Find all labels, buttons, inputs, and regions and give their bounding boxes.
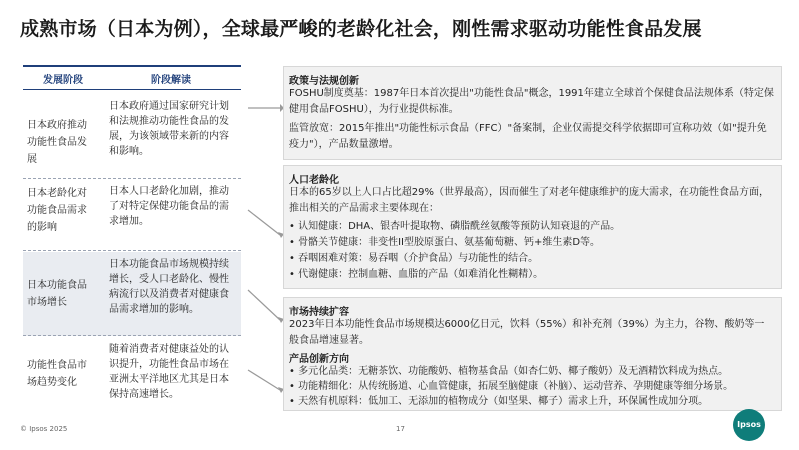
- header-desc: 阶段解读: [151, 75, 191, 86]
- policy-ffc-text: 监管放宽：2015年推出"功能性标示食品（FFC）"备案制，企业仅需提交科学依据即可宣称功效（如"提升免疫力"），产品数量激增。: [289, 123, 767, 150]
- innovation-bullet-2: • 功能精细化：从传统肠道、心血管健康，拓展至脑健康（补脑）、运动营养、孕期健康等细分场景。: [289, 381, 734, 392]
- arrow-3: [248, 290, 280, 320]
- table-row: [23, 252, 241, 336]
- copyright: © Ipsos 2025: [20, 425, 68, 433]
- arrow-4: [248, 370, 280, 390]
- aging-intro-text: 日本的65岁以上人口占比超29%（世界最高），因而催生了对老年健康维护的庞大需求，在功能性食品方面，推出相关的产品需求主要体现在：: [289, 187, 769, 214]
- stage-cell: 功能性食品市场趋势变化: [27, 360, 87, 388]
- stage-cell: 日本功能食品市场增长: [27, 280, 87, 308]
- policy-foshu-text: FOSHU制度奠基：1987年日本首次提出"功能性食品"概念，1991年建立全球首个保健食品法规体系（特定保健用食品FOSHU），为行业提供标准。: [289, 88, 774, 115]
- market-heading: 市场持续扩容: [289, 307, 349, 318]
- row-divider: [23, 335, 241, 336]
- ipsos-logo: [733, 409, 765, 441]
- desc-cell: 日本功能食品市场规模持续增长，受人口老龄化、慢性病流行以及消费者对健康食品需求增加的影响。: [109, 259, 229, 315]
- stage-cell: 日本政府推动功能性食品发展: [27, 120, 87, 165]
- aging-bullet-2: • 骨骼关节健康：非变性II型胶原蛋白、氨基葡萄糖、钙+维生素D等。: [289, 237, 601, 248]
- arrow-2: [248, 210, 280, 235]
- logo-text: Ipsos: [737, 420, 761, 429]
- policy-box: [283, 66, 782, 160]
- aging-bullet-1: • 认知健康：DHA、银杏叶提取物、磷脂酰丝氨酸等预防认知衰退的产品。: [289, 221, 621, 232]
- aging-bullet-3: • 吞咽困难对策：易吞咽（介护食品）与功能性的结合。: [289, 253, 539, 264]
- row-divider: [23, 250, 241, 251]
- table-row: [23, 337, 241, 409]
- page-number: 17: [396, 425, 405, 433]
- table-header: [23, 65, 241, 90]
- connector-arrows: [244, 70, 284, 420]
- table-row: [23, 90, 241, 179]
- desc-cell: 随着消费者对健康益处的认识提升，功能性食品市场在亚洲太平洋地区尤其是日本保持高速增长。: [109, 344, 229, 400]
- market-size-text: 2023年日本功能性食品市场规模达6000亿日元，饮料（55%）和补充剂（39%）为主力，谷物、酸奶等一般食品增速显著。: [289, 319, 765, 346]
- stage-cell: 日本老龄化对功能食品需求的影响: [27, 188, 87, 233]
- header-stage: 发展阶段: [43, 75, 83, 86]
- aging-heading: 人口老龄化: [289, 175, 339, 186]
- page-title: 成熟市场（日本为例），全球最严峻的老龄化社会，刚性需求驱动功能性食品发展: [20, 18, 702, 40]
- innovation-bullet-1: • 多元化品类：无糖茶饮、功能酸奶、植物基食品（如杏仁奶、椰子酸奶）及无酒精饮料成为热点。: [289, 366, 729, 377]
- aging-bullet-4: • 代谢健康：控制血糖、血脂的产品（如难消化性糊精）。: [289, 269, 544, 280]
- innovation-bullet-3: • 天然有机原料：低加工、无添加的植物成分（如坚果、椰子）需求上升，环保属性成加分项。: [289, 396, 709, 407]
- innovation-heading: 产品创新方向: [289, 354, 349, 365]
- desc-cell: 日本政府通过国家研究计划和法规推动功能性食品的发展，为该领域带来新的内容和影响。: [109, 101, 229, 157]
- market-box: [283, 297, 782, 411]
- policy-heading: 政策与法规创新: [289, 76, 359, 87]
- table-row: [23, 179, 241, 251]
- desc-cell: 日本人口老龄化加剧，推动了对特定保健功能食品的需求增加。: [109, 186, 229, 227]
- aging-box: [283, 165, 782, 289]
